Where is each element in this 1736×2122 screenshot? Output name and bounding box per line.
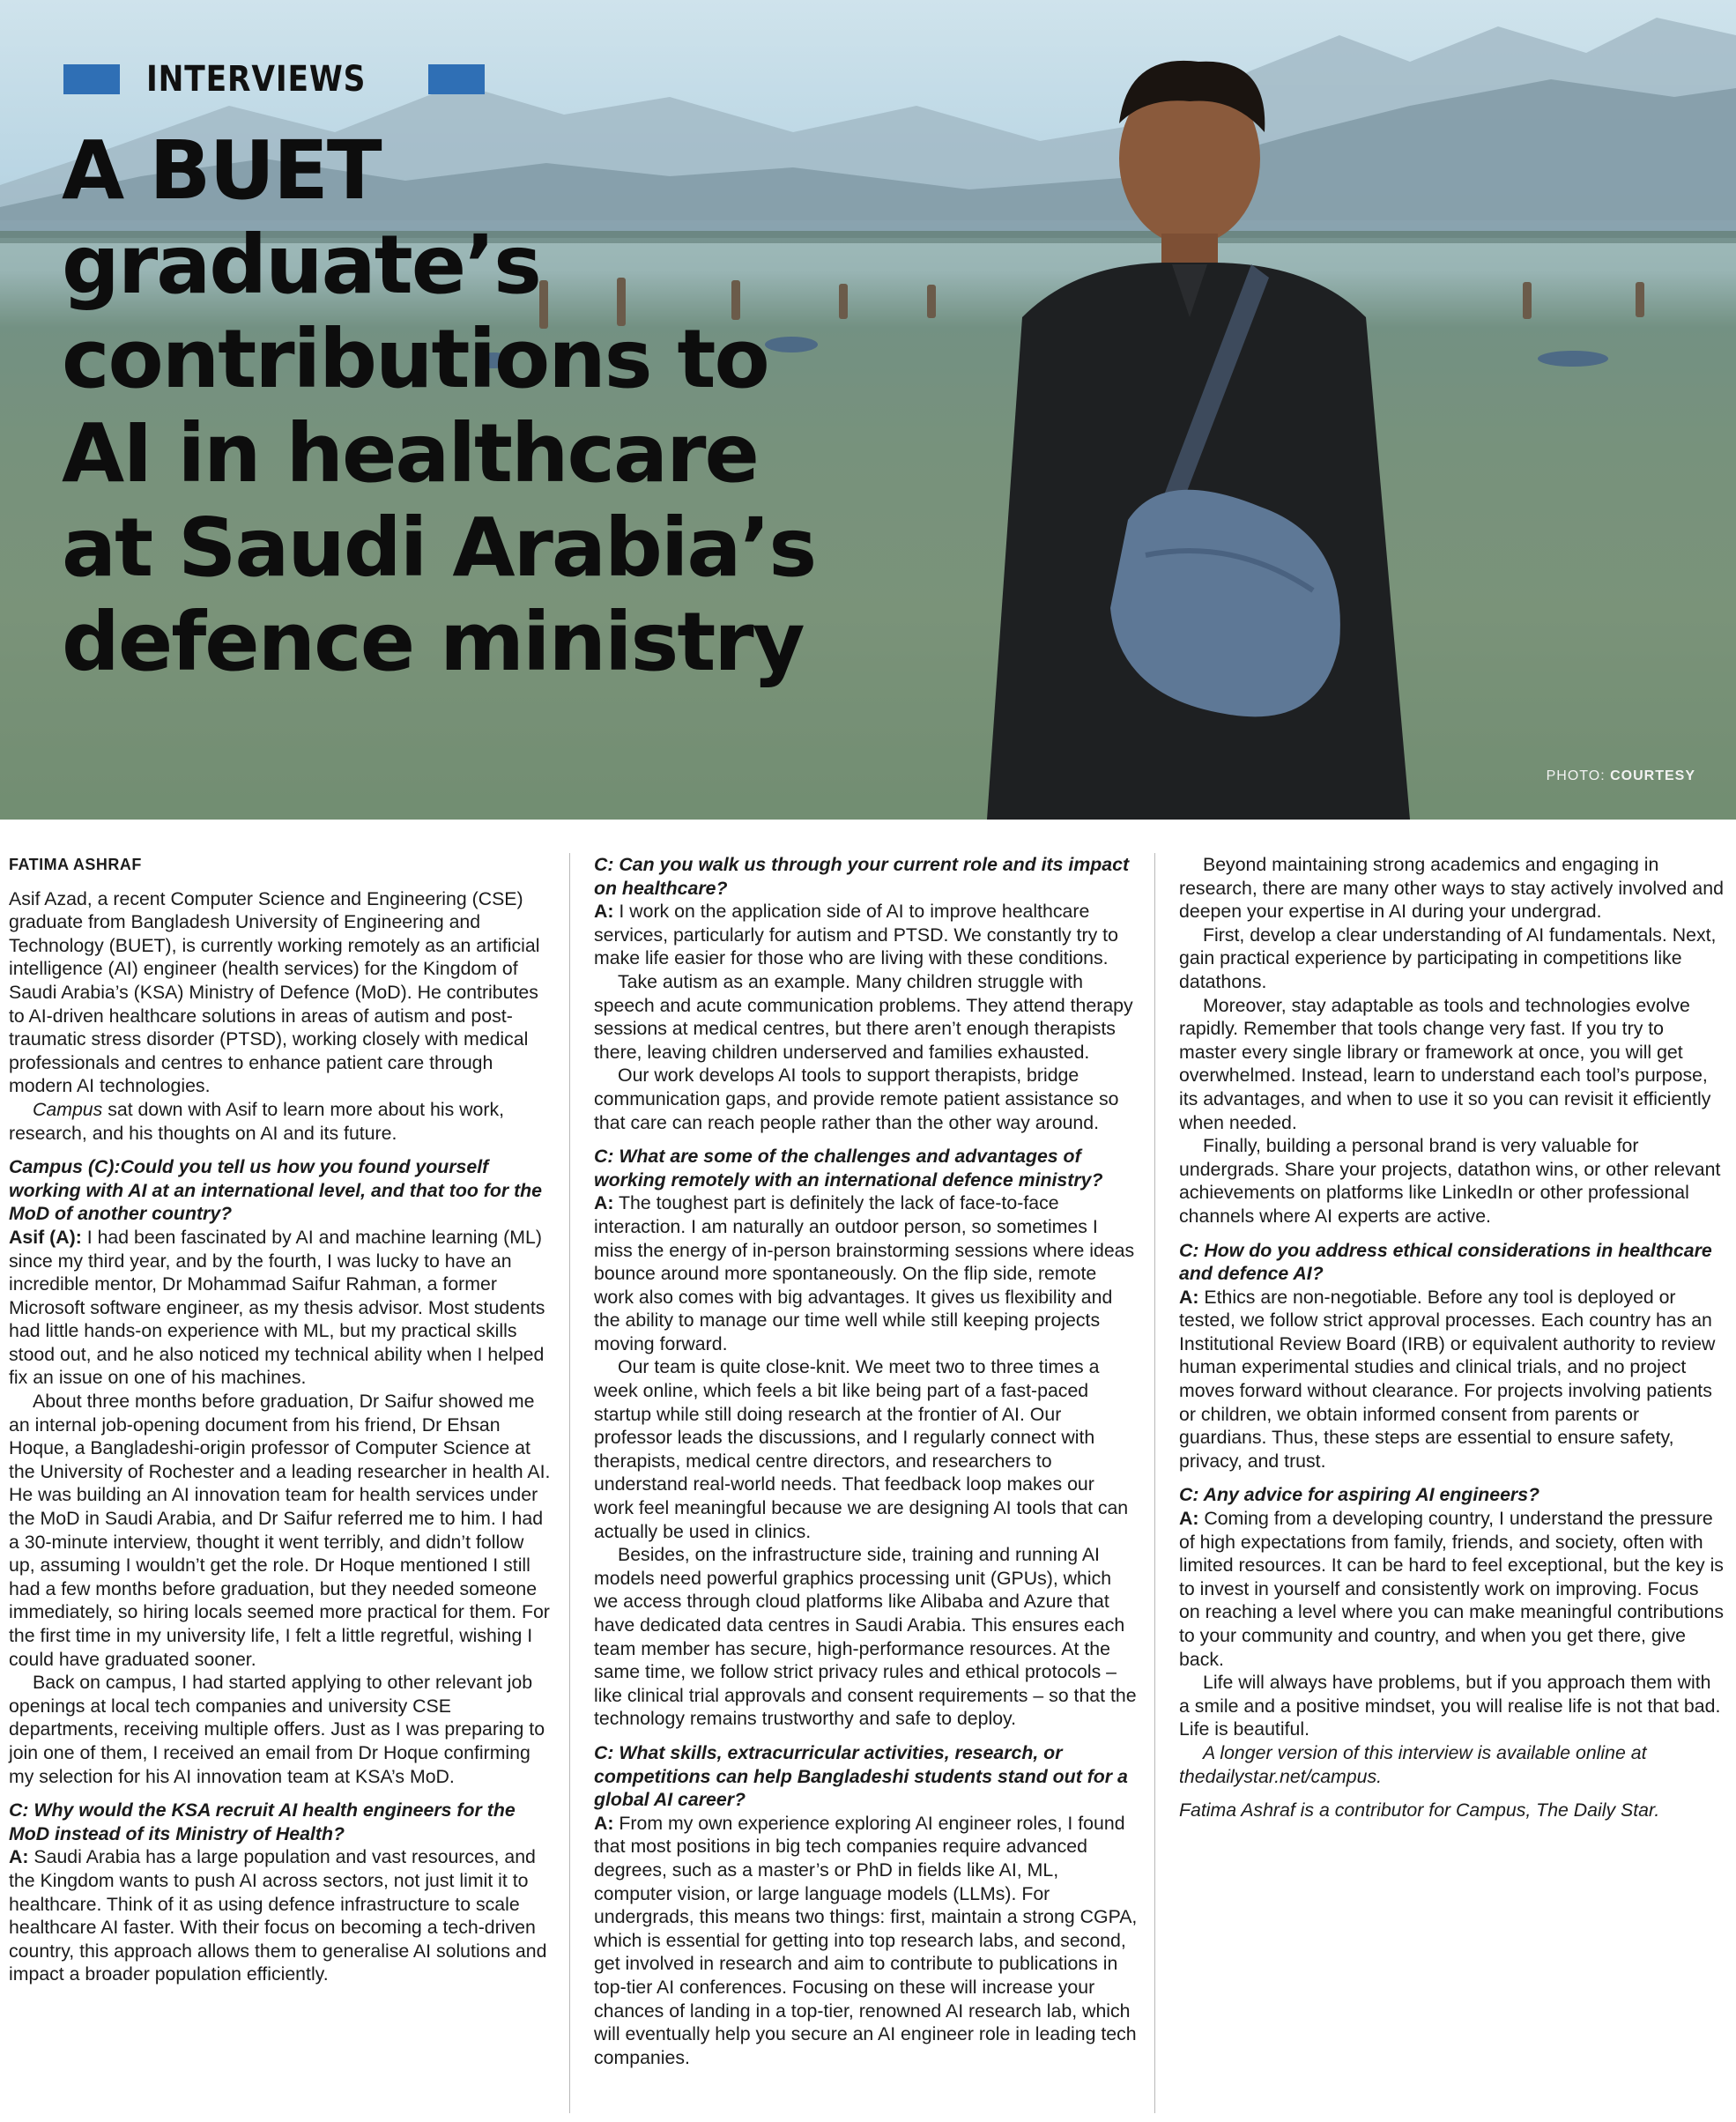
answer-4-paragraph-2: Our team is quite close-knit. We meet two to three times a week online, which feels a bit like being part of a fast-paced startup while still doing research at the frontier of AI. Our professor leads the discussions, and I regularly connect with therapists, medical centre directors, and researchers to understand real-world needs. That feedback loop makes our work feel meaningful because we are designing AI tools that can actually be used in clinics. (594, 1356, 1129, 1542)
answer-label: A: (1179, 1286, 1199, 1308)
hero-photo (0, 0, 1736, 820)
intro-paragraph-2 (9, 1098, 553, 1145)
answer-text: From my own experience exploring AI engineer roles, I found that most positions in big tech companies require advanced degrees, such as a master’s or PhD in fields like AI, ML, computer vision, or large language models (LLMs). For undergrads, this means two things: first, maintain a strong CGPA, which is essential for getting into top research labs, and second, get involved in research and aim to contribute to publications in top-tier AI conferences. Focusing on these will increase your chances of landing in a top-tier, renowned AI research lab, which will eventually help you secure an AI engineer role in leading tech companies. (594, 1812, 1138, 2068)
answer-3-paragraph-3: Our work develops AI tools to support therapists, bridge communication gaps, and provide remote patient assistance so that care can reach people rather than the other way around. (594, 1065, 1119, 1133)
answer-label: Asif (A): (9, 1226, 82, 1248)
article-column-1 (9, 853, 553, 1986)
campus-italic: Campus (33, 1098, 103, 1120)
answer-7 (1179, 1507, 1724, 1671)
headline-line: graduate’s (62, 218, 540, 312)
intro-paragraph: Asif Azad, a recent Computer Science and Engineering (CSE) graduate from Bangladesh University of Engineering and Technology (BUET), is currently working remotely as an artificial intelligence (AI) engineer (health services) for the Kingdom of Saudi Arabia’s (KSA) Ministry of Defence (MoD). He contributes to AI-driven healthcare solutions in areas of autism and post-traumatic stress disorder (PTSD), working closely with medical professionals and centres to enhance patient care through modern AI technologies. (9, 887, 540, 1097)
label-square-left (63, 64, 120, 94)
intro-text: sat down with Asif to learn more about his work, research, and his thoughts on AI and its future. (9, 1098, 505, 1144)
question-4: C: What are some of the challenges and advantages of working remotely with an international defence ministry? (594, 1146, 1103, 1191)
answer-6 (1179, 1286, 1724, 1473)
section-label-text: INTERVIEWS (146, 59, 367, 100)
question-2: C: Why would the KSA recruit AI health engineers for the MoD instead of its Ministry of Health? (9, 1799, 516, 1844)
article-column-3 (1179, 853, 1724, 1822)
answer-text: Coming from a developing country, I understand the pressure of high expectations from family, friends, and society, often with limited resources. It can be hard to feel exceptional, but the key is to invest in yourself and consistently work on improving. Focus on reaching a level where you can make meaningful contributions to your community and country, and when you get there, give back. (1179, 1508, 1724, 1670)
column-divider (569, 853, 570, 2113)
photo-credit-name: COURTESY (1610, 768, 1695, 783)
answer-label: A: (594, 1192, 614, 1214)
photo-credit (1547, 768, 1695, 784)
answer-3-paragraph-2: Take autism as an example. Many children struggle with speech and acute communication problems. They attend therapy sessions at medical centres, but there aren’t enough therapists there, leaving children underserved and families exhausted. (594, 970, 1133, 1063)
answer-text: I had been fascinated by AI and machine learning (ML) since my third year, and by the fourth, I was lucky to have an incredible mentor, Dr Mohammad Saifur Rahman, a former Microsoft software engineer, as my thesis advisor. Most students had little hands-on experience with ML, but my practical skills stood out, and he also noticed my technical ability when I helped fix an issue on one of his machines. (9, 1226, 545, 1389)
headline-line: AI in healthcare (62, 406, 758, 501)
contributor-note: Fatima Ashraf is a contributor for Campus, The Daily Star. (1179, 1799, 1660, 1822)
answer-5 (594, 1812, 1139, 2070)
answer-1-paragraph-3: Back on campus, I had started applying to other relevant job openings at local tech companies and university CSE departments, receiving multiple offers. Just as I was preparing to join one of them, I received an email from Dr Hoque confirming my selection for his AI innovation team at KSA’s MoD. (9, 1672, 545, 1787)
answer-5-paragraph-3: First, develop a clear understanding of AI fundamentals. Next, gain practical experience by participating in competitions like datathons. (1179, 924, 1717, 992)
answer-7-paragraph-2: Life will always have problems, but if you approach them with a smile and a positive mindset, you will realise life is not that bad. Life is beautiful. (1179, 1672, 1721, 1740)
label-square-right (428, 64, 485, 94)
answer-3 (594, 900, 1139, 970)
answer-text: Saudi Arabia has a large population and vast resources, and the Kingdom wants to push AI across sectors, not just limit it to healthcare. Think of it as using defence infrastructure to scale healthcare AI faster. With their focus on becoming a tech-driven country, this approach allows them to generalise AI solutions and impact a broader population efficiently. (9, 1846, 547, 1985)
answer-text: Ethics are non-negotiable. Before any tool is deployed or tested, we follow strict approval processes. Each country has an Institutional Review Board (IRB) or equivalent authority to review human experimental studies and clinical trials, and no project moves forward without clearance. For projects involving patients or children, we obtain informed consent from parents or guardians. Thus, these steps are essential to ensure safety, privacy, and trust. (1179, 1286, 1716, 1472)
answer-label: A: (594, 1812, 614, 1834)
water-pole (1523, 282, 1532, 319)
online-note: A longer version of this interview is available online at thedailystar.net/campus. (1179, 1741, 1647, 1787)
answer-label: A: (9, 1846, 29, 1868)
answer-5-paragraph-2: Beyond maintaining strong academics and engaging in research, there are many other ways to stay actively involved and deepen your expertise in AI during your undergrad. (1179, 854, 1724, 923)
section-label (63, 55, 485, 104)
photo-credit-prefix: PHOTO: (1546, 768, 1606, 783)
answer-4 (594, 1191, 1139, 1355)
answer-5-paragraph-4: Moreover, stay adaptable as tools and technologies evolve rapidly. Remember that tools change very fast. If you try to master every single library or framework at once, you will get overwhelmed. Instead, learn to understand each tool’s purpose, its advantages, and when to use it so you can revisit it efficiently when needed. (1179, 994, 1711, 1133)
portrait-figure (969, 26, 1428, 820)
answer-1 (9, 1226, 553, 1390)
answer-label: A: (594, 901, 614, 923)
byline: FATIMA ASHRAF (9, 856, 142, 873)
answer-5-paragraph-5: Finally, building a personal brand is very valuable for undergrads. Share your projects, datathon wins, or other relevant achievements on platforms like LinkedIn or other professional channels where AI experts are active. (1179, 1135, 1721, 1227)
water-pole (1636, 282, 1644, 317)
answer-4-paragraph-3: Besides, on the infrastructure side, training and running AI models need powerful graphics processing unit (GPUs), which we access through cloud platforms like Alibaba and Azure that have dedicated data centres in Saudi Arabia. This ensures each team member has secure, high-performance resources. At the same time, we follow strict privacy rules and ethical protocols – like clinical trial approvals and consent requirements – so that the technology remains trustworthy and safe to deploy. (594, 1544, 1137, 1730)
headline-line: A BUET (62, 123, 381, 218)
water-buoy (1538, 351, 1608, 367)
answer-2 (9, 1845, 553, 1986)
question-5: C: What skills, extracurricular activities, research, or competitions can help Bangladeshi students stand out for a global AI career? (594, 1741, 1128, 1811)
answer-text: The toughest part is definitely the lack of face-to-face interaction. I am naturally an outdoor person, so sometimes I miss the energy of in-person brainstorming sessions where ideas bounce around more spontaneously. On the flip side, remote work also comes with big advantages. It gives us flexibility and the ability to manage our time well while still keeping projects moving forward. (594, 1192, 1135, 1354)
question-7: C: Any advice for aspiring AI engineers? (1179, 1484, 1540, 1506)
answer-1-paragraph-2: About three months before graduation, Dr Saifur showed me an internal job-opening document from his friend, Dr Ehsan Hoque, a Bangladeshi-origin professor of Computer Science at the University of Rochester and a leading researcher in health AI. He was building an AI innovation team for health services under the MoD in Saudi Arabia, and Dr Saifur referred me to him. I had a 30-minute interview, thought it went terribly, and didn’t follow up, assuming I wouldn’t get the role. Dr Hoque mentioned I still had a few months before graduation, but they needed someone immediately, so hiring locals seemed more practical for them. For the first time in my university life, I felt a little regretful, wishing I could have graduated sooner. (9, 1391, 551, 1670)
question-3: C: Can you walk us through your current role and its impact on healthcare? (594, 854, 1130, 899)
answer-label: A: (1179, 1508, 1199, 1530)
column-divider (1154, 853, 1155, 2113)
question-6: C: How do you address ethical considerations in healthcare and defence AI? (1179, 1239, 1712, 1285)
headline-line: defence ministry (62, 595, 804, 689)
headline-line: contributions to (62, 312, 768, 406)
headline-line: at Saudi Arabia’s (62, 501, 816, 595)
answer-text: I work on the application side of AI to improve healthcare services, particularly for autism and PTSD. We constantly try to make life easier for those who are living with these conditions. (594, 901, 1118, 969)
article-column-2-body (594, 853, 1139, 2069)
question-1: Campus (C):Could you tell us how you found yourself working with AI at an international level, and that too for the MoD of another country? (9, 1156, 543, 1225)
headline (62, 123, 996, 689)
